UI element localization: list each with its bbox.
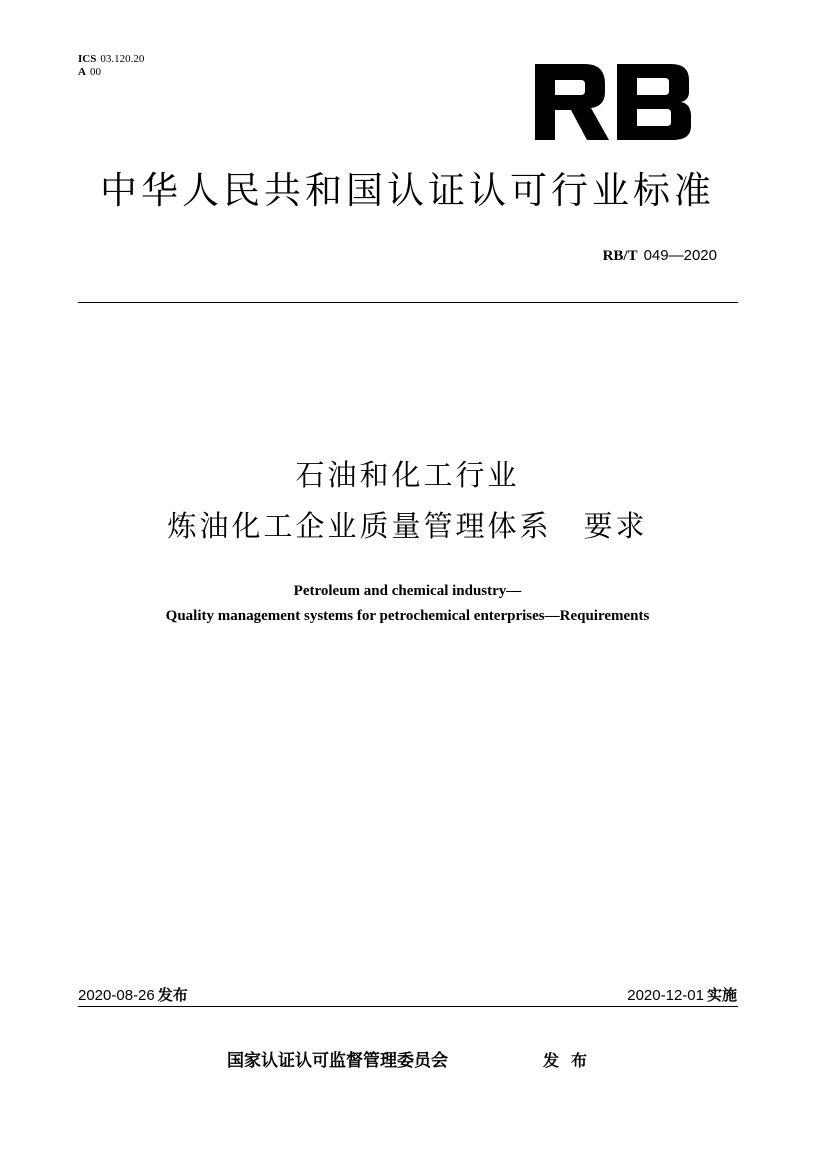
standard-code-number: 049—2020 bbox=[643, 247, 717, 264]
ccs-line bbox=[78, 66, 144, 79]
rb-logo bbox=[533, 62, 693, 142]
ics-line bbox=[78, 53, 144, 66]
english-title-line-1: Petroleum and chemical industry— bbox=[293, 583, 522, 599]
issue-label: 发布 bbox=[157, 986, 188, 1004]
publisher-action: 发布 bbox=[543, 1051, 600, 1070]
ccs-code: 00 bbox=[89, 66, 101, 78]
implement-date-block bbox=[627, 984, 737, 1005]
standard-code bbox=[603, 246, 717, 265]
issue-date: 2020-08-26 bbox=[78, 987, 155, 1004]
chinese-title-line-1: 石油和化工行业 bbox=[295, 458, 520, 492]
issue-date-block bbox=[78, 984, 188, 1005]
standard-code-prefix: RB/T bbox=[602, 248, 638, 264]
publisher-name: 国家认证认可监督管理委员会 bbox=[227, 1051, 448, 1071]
ics-label: ICS bbox=[78, 53, 97, 65]
top-divider bbox=[78, 302, 738, 303]
implement-date: 2020-12-01 bbox=[627, 987, 704, 1004]
chinese-title-line-2: 炼油化工企业质量管理体系 要求 bbox=[167, 509, 648, 543]
classification-codes bbox=[78, 53, 144, 79]
bottom-divider bbox=[78, 1006, 738, 1007]
ccs-label: A bbox=[78, 66, 86, 78]
ics-code: 03.120.20 bbox=[100, 53, 145, 65]
english-title-line-2: Quality management systems for petrochemical enterprises—Requirements bbox=[165, 608, 650, 624]
standard-category-title: 中华人民共和国认证认可行业标准 bbox=[100, 169, 715, 212]
implement-label: 实施 bbox=[706, 986, 737, 1004]
